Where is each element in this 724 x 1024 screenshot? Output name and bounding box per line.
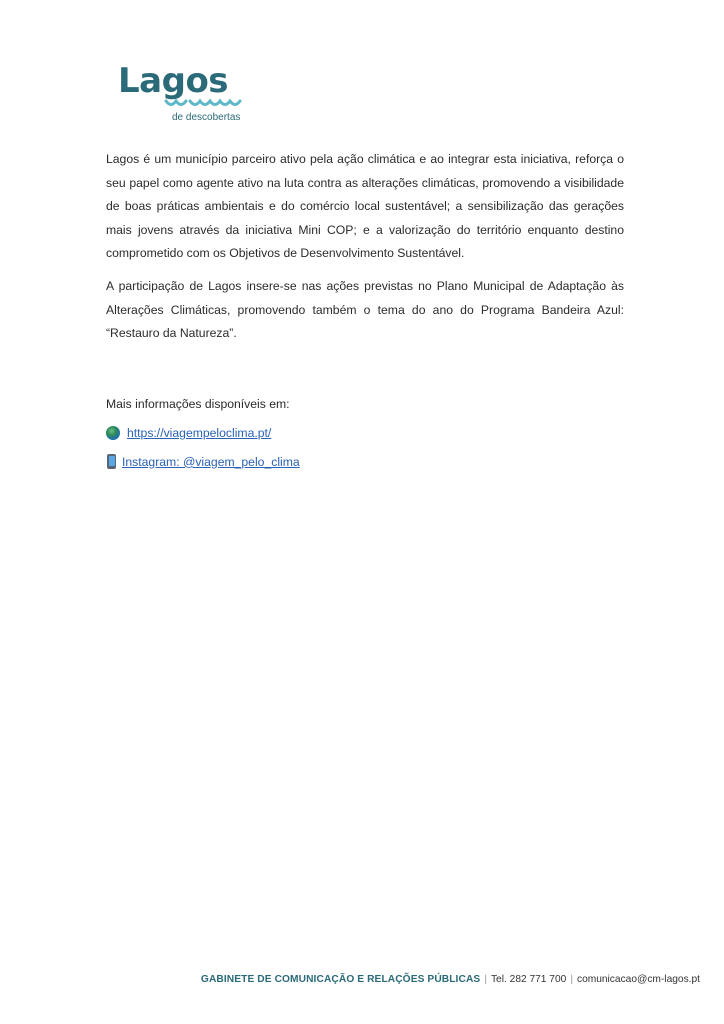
- website-link[interactable]: https://viagempeloclima.pt/: [127, 425, 272, 440]
- footer-separator: |: [570, 974, 573, 985]
- logo-wordmark: Lagos: [118, 61, 229, 101]
- mobile-phone-icon: [107, 454, 116, 469]
- footer-phone: Tel. 282 771 700: [490, 974, 567, 985]
- globe-icon: [106, 426, 120, 440]
- document-body: [106, 148, 624, 474]
- lagos-logo: [118, 62, 248, 128]
- waves-icon: [164, 96, 244, 112]
- footer-email: comunicacao@cm-lagos.pt: [576, 974, 700, 985]
- info-heading: Mais informações disponíveis em:: [106, 396, 290, 411]
- footer-department: GABINETE DE COMUNICAÇÃO E RELAÇÕES PÚBLICAS: [200, 974, 481, 985]
- instagram-link-row: [106, 450, 624, 474]
- logo-tagline: de descobertas: [172, 112, 241, 123]
- instagram-link[interactable]: Instagram: @viagem_pelo_clima: [122, 454, 300, 469]
- page-footer: [201, 973, 700, 987]
- website-link-row: [106, 421, 624, 445]
- footer-separator: |: [484, 974, 487, 985]
- paragraph: Lagos é um município parceiro ativo pela ação climática e ao integrar esta iniciativa, reforça o seu papel como agente ativo na luta contra as alterações climáticas, promovendo a visibilidade de boas práticas ambientais e do comércio local sustentável; a sensibilização das gerações mais jovens através da iniciativa Mini COP; e a valorização do território enquanto destino comprometido com os Objetivos de Desenvolvimento Sustentável.: [106, 152, 624, 261]
- paragraph: A participação de Lagos insere-se nas ações previstas no Plano Municipal de Adaptação às Alterações Climáticas, promovendo também o tema do ano do Programa Bandeira Azul: “Restauro da Natureza”.: [106, 278, 624, 341]
